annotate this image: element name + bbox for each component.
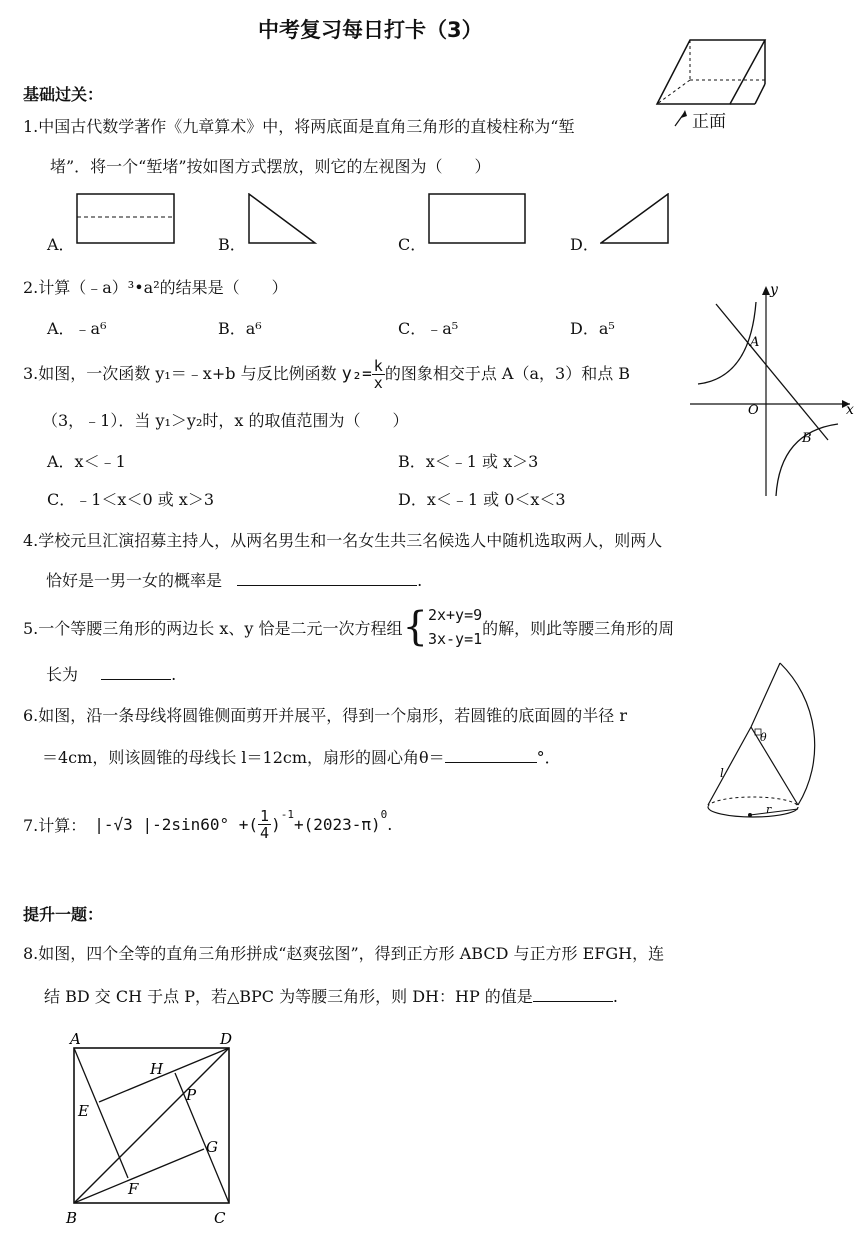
q1-option-a-figure — [76, 193, 176, 245]
q2-option-a[interactable]: A．﹣a⁶ — [47, 319, 107, 338]
fig-label-a: A — [70, 1030, 81, 1048]
fig-label-d: D — [220, 1030, 233, 1048]
graph-label-o: O — [748, 403, 759, 418]
q1-option-b[interactable]: B． — [218, 235, 246, 254]
fig-label-p: P — [186, 1086, 197, 1104]
q2-option-d[interactable]: D．a⁵ — [570, 319, 615, 338]
q4-answer-blank[interactable] — [237, 571, 417, 586]
fig-label-c: C — [214, 1209, 226, 1227]
page-title: 中考复习每日打卡（3） — [258, 18, 483, 42]
y-axis-arrow-icon — [762, 286, 770, 295]
q6-cone-figure — [700, 655, 865, 835]
cone-label-r: r — [766, 803, 772, 816]
q8-zhaoshuang-figure — [60, 1028, 250, 1228]
graph-label-a: A — [750, 335, 760, 350]
q8-line1: 8.如图，四个全等的直角三角形拼成“赵爽弦图”，得到正方形 ABCD 与正方形 EFGH，连 — [23, 944, 665, 963]
q8-line2: 结 BD 交 CH 于点 P，若△BPC 为等腰三角形，则 DH：HP 的值是 . — [44, 987, 618, 1006]
cone-label-theta: θ — [760, 731, 767, 744]
q3-option-b[interactable]: B．x＜﹣1 或 x＞3 — [398, 452, 539, 471]
front-label: 正面 — [692, 112, 726, 131]
q8-answer-blank[interactable] — [533, 987, 613, 1002]
q2-option-c[interactable]: C．﹣a⁵ — [398, 319, 459, 338]
q1-option-b-figure — [248, 193, 318, 245]
q1-option-a[interactable]: A． — [47, 235, 75, 254]
q1-option-d-figure — [600, 193, 672, 245]
fig-label-f: F — [128, 1180, 139, 1198]
fig-label-b: B — [66, 1209, 78, 1227]
fig-label-g: G — [206, 1138, 218, 1156]
q4-line2: 恰好是一男一女的概率是 . — [46, 571, 423, 590]
fig-label-h: H — [150, 1060, 164, 1078]
q1-option-c[interactable]: C． — [398, 235, 427, 254]
q2-option-b[interactable]: B．a⁶ — [218, 319, 262, 338]
q1-option-d[interactable]: D． — [570, 235, 599, 254]
fig-label-e: E — [78, 1102, 89, 1120]
q6-answer-blank[interactable] — [445, 748, 537, 763]
q1-line2: 堵”．将一个“堑堵”按如图方式摆放，则它的左视图为（ ） — [50, 157, 491, 176]
q1-option-c-figure — [428, 193, 528, 245]
q6-line2: ＝4cm，则该圆锥的母线长 l＝12cm，扇形的圆心角θ＝ °． — [42, 748, 561, 767]
section-advanced: 提升一题： — [23, 905, 104, 924]
section-basic: 基础过关： — [23, 85, 104, 104]
q3-line2: （3，﹣1）．当 y₁＞y₂时，x 的取值范围为（ ） — [42, 411, 409, 430]
graph-label-b: B — [802, 431, 812, 446]
q1-line1: 1.中国古代数学著作《九章算术》中，将两底面是直角三角形的直棱柱称为“堑 — [23, 117, 575, 136]
q5-line2: 长为 . — [46, 665, 177, 684]
brace-icon: { — [402, 604, 428, 650]
q5-answer-blank[interactable] — [101, 665, 171, 680]
q5-line1: 5.一个等腰三角形的两边长 x、y 恰是二元一次方程组 { 2x+y=9 3x-y=1 的解，则此等腰三角形的周 — [23, 604, 675, 650]
q3-option-a[interactable]: A．x＜﹣1 — [47, 452, 126, 471]
q6-line1: 6.如图，沿一条母线将圆锥侧面剪开并展平，得到一个扇形，若圆锥的底面圆的半径 r — [23, 706, 628, 725]
q4-line1: 4.学校元旦汇演招募主持人，从两名男生和一名女生共三名候选人中随机选取两人，则两人 — [23, 531, 663, 550]
q3-line1: 3.如图，一次函数 y₁＝﹣x+b 与反比例函数 y₂= $\frac{k}{x}$ 的图象相交于点 A（a，3）和点 B — [23, 357, 631, 392]
graph-label-x: x — [846, 402, 854, 418]
graph-label-y: y — [770, 282, 778, 298]
q2-stem: 2.计算（﹣a）³•a²的结果是（ ） — [23, 278, 288, 297]
q3-option-d[interactable]: D．x＜﹣1 或 0＜x＜3 — [398, 490, 566, 509]
q3-option-c[interactable]: C．﹣1＜x＜0 或 x＞3 — [47, 490, 215, 509]
cone-label-l: l — [720, 766, 724, 780]
q7-line: 7.计算： |-√3 |-2sin60° +( $\frac{1}{4}$ ) $^{-1}$ +(2023-π) $^0$ . — [23, 807, 393, 842]
q3-graph — [690, 282, 860, 500]
